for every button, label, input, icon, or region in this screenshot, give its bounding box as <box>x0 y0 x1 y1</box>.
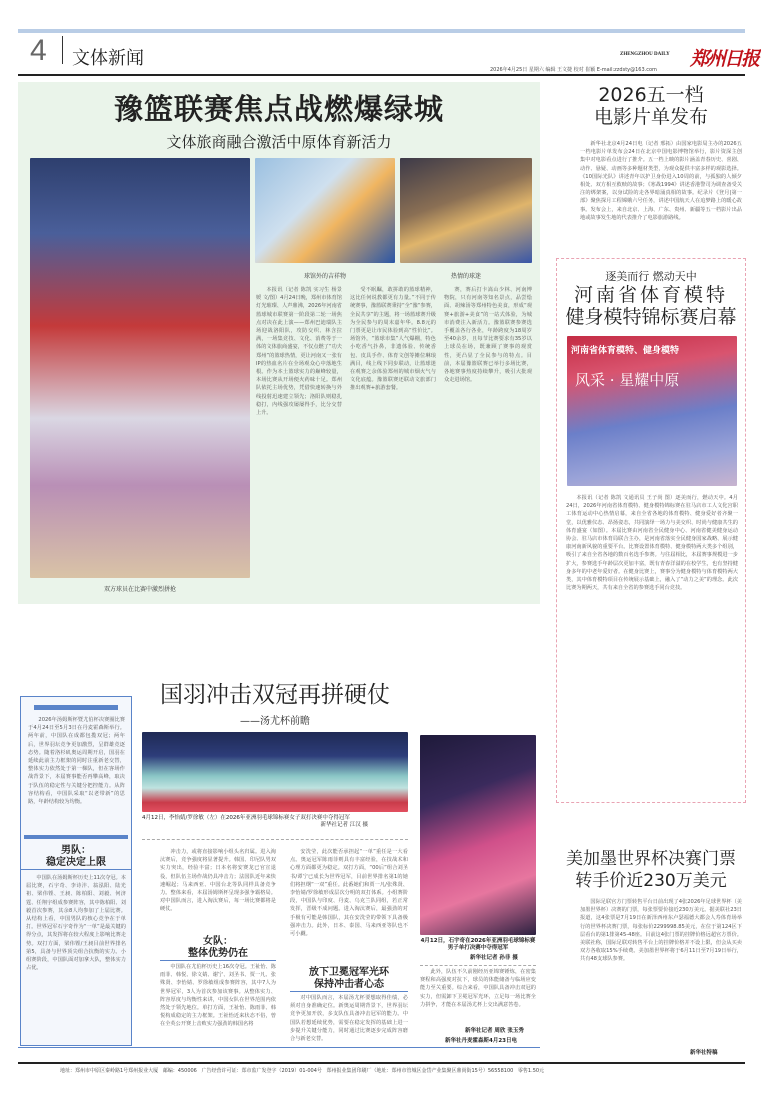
defend-body: 对中国队而言，本届汤尤杯要想取得佳绩，必须对自身准确定位。新奥运周期背景下，世界羽坛竞争更加开放，多支队伍具备冲击冠军的能力。中国队若想延续优势，需要在稳定发挥的基础上进一步提升关键分能力，同时通过比赛逐步完成阵容磨合与新老交替。 <box>290 995 408 1042</box>
footer-price: 零售1.50元 <box>517 1068 545 1074</box>
photo-banner-text: 河南省体育模特、健身模特 <box>571 346 680 356</box>
fans-photo <box>400 158 532 263</box>
men-heading-1: 男队： <box>61 845 91 856</box>
footer-info <box>60 1067 544 1074</box>
fans-photo-caption: 热情的球迷 <box>450 273 481 280</box>
defend-heading-2: 保持冲击者心态 <box>290 979 408 992</box>
model-stage-photo <box>567 336 737 486</box>
footer-postcode: 邮编：450006 <box>162 1068 197 1074</box>
photo2-divider <box>420 965 536 966</box>
lead-body-col-3: 赛，赛后打卡嵩山少林、河南博物院，只有河南等知名景点，品尝烩面、胡辣汤等郑州特色美食，形成“观赛+旅游+美食”的一站式体验，为城市消费注入新活力。豫篮联赛参赛选手覆盖各行各业，年龄跨度为18周岁至40余岁，且每节比赛要求有35岁以上球员在场，既兼顾了赛事的观赏性，更凸显了全民参与的特点。目前，本届豫篮联赛已举行多场比赛，各地赛事热度持续攀升，吸引大批观众走进场馆。 <box>444 287 532 384</box>
sidebar-divider <box>24 835 128 839</box>
lead-body-col-2: 受不眠瞩，敢拼敢的篮球精神，这比任何说教都更有力量。”不同于传统赛事，豫篮联赛秉持“全”豫“参赛，全民共享”的主题，将一场篮球赛升级为全民参与的周末嘉年华。8.8元的门票更是让市民体验到高“性价比”。场馆外，“篮球市集”人气爆棚，特色小吃香气扑鼻，非遗体验、传统香包、皮具手作、体育文创等摊位琳琅满目，线上线下同步联动，让篮球迷在观赛之余体验郑州的城市烟火气与文化底蕴。豫篮联赛还联动文旅部门推出观赛+旅游套餐。 <box>350 287 436 392</box>
film-body: 新华社北京4月24日电（记者 邢拓）由国家电影局主办的2026五一档电影片单发布会24日在北京中国电影博物馆举行，影片资深主创集中对电影看点进行了推介。五一档上映的影片涵盖青春历史、喜剧、动作、悬疑、动画等多种题材类型，为观众提供丰富多样的观影选择。《10国际光队》讲述青年以护卫身份进入10周的前，与孤独的人倾夕相处、双方相互救赎的故事；《寒战1994》讲述香港警司为调查备受关注的绑架案，以身试险的走各界暗涌真相的故事。纪录片《登月|第一部》聚焦探月工程嫦娥六号任务，讲述中国航天人在追梦路上的暖心故事。发布会上，来自北京、上海、广东、贵州、新疆等五一档影片出品地或故事发生地的代表推介了电影旅游路线。 <box>580 141 742 221</box>
model-headline-1: 河南省体育模特 <box>573 284 728 306</box>
womens-doubles-caption <box>142 815 408 829</box>
basketball-game-photo <box>30 158 250 578</box>
men-heading-2: 稳定决定上限 <box>20 857 132 870</box>
badminton-dateline: 新华社丹麦霍森斯4月23日电 <box>445 1038 517 1044</box>
film-headline-1: 2026五一档 <box>598 84 704 106</box>
worldcup-headline-1: 美加墨世界杯决赛门票 <box>566 849 736 869</box>
women-heading-2: 整体优势仍在 <box>160 948 276 961</box>
mascot-photo-caption: 球馆外的吉祥物 <box>303 273 346 280</box>
footer-address: 地址：郑州市中原区秦岭路1号郑州报业大厦 <box>60 1068 159 1074</box>
footer-rule <box>18 1062 745 1064</box>
header-rule <box>18 29 745 33</box>
mens-singles-photo <box>420 735 536 935</box>
footer-printer: 郑州报业集团印刷厂（地址：郑州市管城区金岱产业集聚区鼎尚街15号）56558100 <box>326 1068 514 1074</box>
lead-body-col-1: 本报讯（记者 陈凯 实习生 杨景媛 文/图）4月24日晚，郑州市体育馆灯光璀璨、人声鼎沸，2026年河南省篮球城市联赛第一阶段第二轮一场焦点对决在此上演——郑州巴迪瑞队主场迎战洛阳队，攻防交织、林含拉满，一场集竞技、文化、消费等于一体的文体旅商盛宴，不仅点燃了“功夫郑州”的篮球热情，更让河南又一张有IP的热血名片在全场观众心中落地生根。作为本土篮球实力的巅峰较量，本场比赛从开场便火药味十足。郑州队依托主场优势，凭借快速转换与外线投射迅速建立领先；洛阳队则稳扎稳打，内线强攻屡屡得手，比分交替上升。 <box>256 287 342 417</box>
issue-meta: 2026年4月25日 星期六 编辑 王文捷 校对 崔颖 E-mail:zzdsty@163.com <box>490 67 657 73</box>
newspaper-logo: 郑州日报 <box>690 48 759 70</box>
photo1-credit: 新华社记者 江汉 摄 <box>320 822 368 828</box>
womens-doubles-photo <box>142 732 408 812</box>
header-divider <box>62 36 63 64</box>
badminton-col-a-top: 冲击力，或将直接影响小组头名归属。进入淘汰赛后，竞争强度将显著提升。韩国、印尼队男双实力突出，经验丰富；日本名将安赛龙已官宣退役，但队伍主场作战仍具冲击力；法国队近年来快速崛起；马来西亚、中国台北等队同样具备竞争力。整体来看，本届汤姆斯杯呈现多强争霸格局。对中国队而言，进入淘汰赛后，每一场比赛都将是硬仗。 <box>160 849 276 913</box>
badminton-col-b-top: 安洗莹，此次能否承担起“一单”重任是一大看点。奥运冠军陈雨菲则具有丰富经验，在技战术和心理方面都更为稳定。双打方面，“00后”组合刘圣书/谭宁已成长为世界冠军，目前世界排名第1的她们将担纲“一双”重任。此番她们和贾一凡/张殊贤、李怡婧/罗徐敏形成层次分明的双打体系。小组赛阶段，中国队与印度、丹麦、乌克兰队同组，若正常发挥，晋级不成问题。进入淘汰赛后，最强劲的对手极有可能是韩国队，其在安洗莹的带领下具备极强冲击力。此外，日本、泰国、马来西亚等队也不可小觑。 <box>290 849 408 938</box>
paper-name-en: ZHENGZHOU DAILY <box>620 52 670 57</box>
badminton-col-c: 此外，队伍不久前刚经历亚锦赛锤炼，在密集赛程和高强度对抗下，球员的体能储备与临场应变能力至关重要。综合来看，中国队具备冲击双冠的实力，但需卸下卫冕冠军光环，立足每一场比赛全力拼争，才能在本届汤尤杯上交出满意答卷。 <box>420 969 536 1008</box>
women-heading-1: 女队： <box>203 936 233 947</box>
basketball-photo-caption: 双方球员在比赛中激烈拼抢 <box>103 586 176 593</box>
lead-headline: 豫篮联赛焦点战燃爆绿城 <box>113 92 444 126</box>
caption-divider <box>142 839 408 840</box>
section-title: 文体新闻 <box>72 48 144 69</box>
photo-slogan: 风采 · 星耀中原 <box>575 371 680 389</box>
model-headline-2: 健身模特锦标赛启幕 <box>565 306 737 328</box>
photo1-caption-text: 4月12日，李怡婧/罗徐敏（左）在2026年亚洲羽毛球锦标赛女子双打决赛中夺得冠军 <box>142 815 350 821</box>
footer-license: 广告经营许可证：郑市监广发登字（2019）01-004号 <box>201 1068 322 1074</box>
badminton-subheadline: ——汤尤杯前瞻 <box>240 716 310 727</box>
worldcup-byline: 新华社特稿 <box>690 1050 718 1056</box>
section-bottom-rule <box>18 1047 540 1048</box>
men-body: 中国队在汤姆斯杯历史上11次夺冠。本届比赛，石宇奇、李诗沣、翁泓阳、陆光祖、梁伟铿、王昶、陈柏阳、刘毅、何济霆、任翔宇组成参赛阵容，其中陈柏阳、刘毅首次参赛，其余8人均参加了上届比赛。从结构上看，中国男队的核心竞争在于单打。世界冠军石宇奇作为“一单”是最关键的得分点，其发挥将在较大程度上影响比赛走势。双打方面，梁伟铿/王昶目前世界排名第5，具备与世界顶尖组合抗衡的实力。小组赛阶段，中国队面对加拿大队，整体实力占优。 <box>26 875 126 972</box>
model-body: 本报讯（记者 陈凯 文通讯员 王子尚 图）逐美而行，燃动天中。4月24日，2026年河南省体育模特、健身模特锦标赛在驻马店市工人文化宫职工体育运动中心热情启幕，来自全省各地的体育模特、健身爱好者齐聚一堂，以优雅仪态、昂扬姿态，共同演绎一场力与美交织、时尚与健康共生的体育盛宴（如图）。本届比赛由河南省全民健身中心、河南省健美健身运动协会、驻马店市体育局联合主办，是河南省落实全民健身国家战略、展示健康河南新风貌的重要平台。比赛设置体育模特、健身模特两大类多个组别，吸引了来自全省各地的数百名选手参赛。与往届相比，本届赛事规模进一步扩大，参赛选手年龄层次更加丰富，既有青春洋溢的在校学生，也有坚持健身多年的中老年爱好者。在健身比赛上，赛事分为健身模特与体育模特两大类，其中体育模特项目在传统展示基础上，融入了“动力之美”的理念。此次比赛为期两天，共有来自全省的参赛选手同台竞技。 <box>566 495 738 592</box>
women-body: 中国队在尤伯杯历史上16次夺冠。王祉怡、陈雨菲、韩悦、徐文婧、谢宁、刘圣书、贾一凡、张殊贤、李怡婧、罗徐敏组成参赛阵容，其中7人为世界冠军，3人为首次参加该赛事。从整体实力、阵容厚度与均衡性来讲，中国女队在世界范围内依然处于领先地位。单打方面，王祉怡、陈雨菲、韩悦构成稳定的主力框架。王祉怡近来状态不俗，曾在全英公开赛上击败实力强劲的韩国名将 <box>160 964 276 1028</box>
header-bottom-rule <box>18 74 745 76</box>
film-headline-2: 电影片单发布 <box>593 106 708 128</box>
mens-singles-caption: 4月12日，石宇奇在2026年亚洲羽毛球锦标赛男子单打决赛中夺得冠军 <box>420 938 536 951</box>
sidebar-top-bar <box>34 705 118 710</box>
badminton-intro: 2026年汤姆斯杯暨尤伯杯决赛圈比赛于4月24日至5月3日在丹麦霍森斯举行。两年前，中国队在成都包揽双冠；两年后，世界羽坛竞争更加激烈，呈群雄竞逐态势。随着洛杉矶奥运周期开启，国羽在延续此前主力框架的同时注重新老交替，整体实力依然处于第一梯队，但在客场作战背景下，本届赛事能否再攀高峰，取决于队伍的稳定性与关键分把控能力。从阵容结构看，中国队采取“以老带新”的思路，年龄结构较为均衡。 <box>28 717 125 806</box>
model-kicker: 逐美而行 燃动天中 <box>605 270 697 283</box>
badminton-byline: 新华社记者 周欣 张玉秀 <box>465 1028 524 1034</box>
mascot-photo <box>255 158 395 263</box>
defend-heading-1: 放下卫冕冠军光环 <box>309 967 389 978</box>
worldcup-headline-2: 转手价近230万美元 <box>575 871 727 891</box>
page-number: 4 <box>30 34 47 67</box>
worldcup-body: 国际足联官方门票转售平台日前出现了4张2026年足球世界杯（美加墨世界杯）决赛的门票，每张票要价接近230万美元。据美联社23日报道，这4张票是7月19日在新泽西州东卢瑟福德大都会人寿体育场举行的世界杯决赛门票，每张标价2299998.85美元，在位于第124区下层看台的第1排第45-48座。目前这4张门票的挂牌价格远超官方票价。美联社称，国际足联对转售平台上的挂牌价格并不设上限，但会从买卖双方各收取15%手续费。美加墨世界杯将于6月11日至7月19日举行，共有48支球队参赛。 <box>580 899 742 963</box>
badminton-headline: 国羽冲击双冠再拼硬仗 <box>160 682 390 708</box>
lead-subheadline: 文体旅商融合激活中原体育新活力 <box>166 133 392 151</box>
mens-singles-credit: 新华社记者 孙非 摄 <box>470 955 518 961</box>
